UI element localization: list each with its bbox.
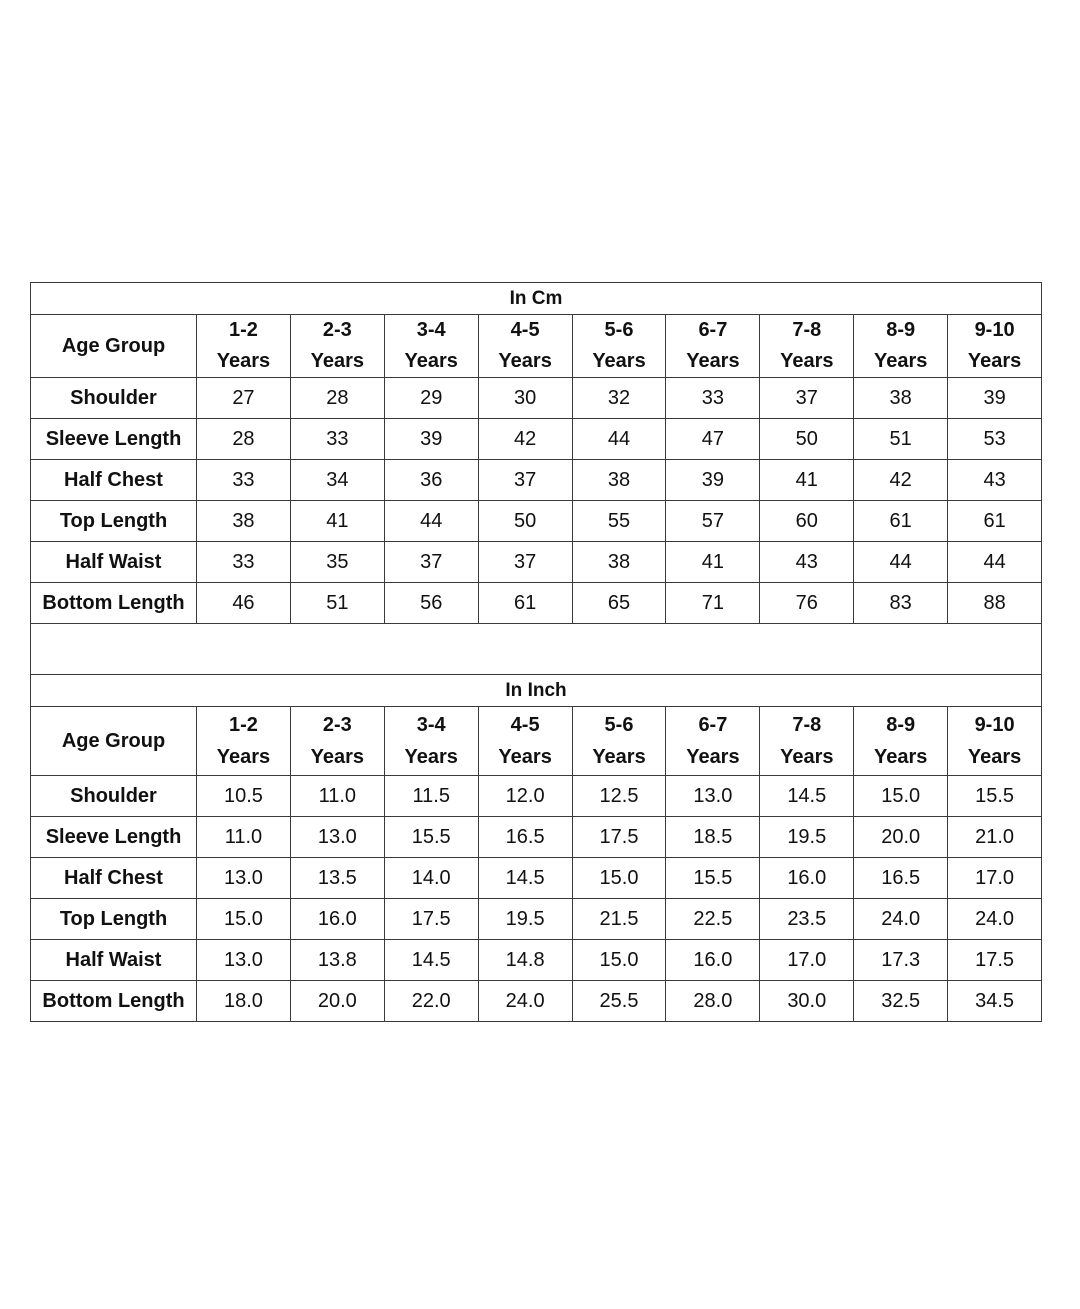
age-unit: Years <box>592 746 646 768</box>
measurement-value: 37 <box>478 460 572 501</box>
age-range: 4-5 <box>510 714 540 736</box>
age-range: 3-4 <box>416 319 446 341</box>
inch-table <box>31 675 1042 1022</box>
age-range: 9-10 <box>974 319 1015 341</box>
measurement-value: 20.0 <box>854 817 948 858</box>
measurement-value: 28 <box>290 378 384 419</box>
table-row <box>31 981 1042 1022</box>
cm-age-header <box>666 315 760 378</box>
age-range: 3-4 <box>416 714 446 736</box>
inch-age-group-header: Age Group <box>31 707 197 776</box>
measurement-value: 33 <box>290 419 384 460</box>
measurement-value: 37 <box>478 542 572 583</box>
cm-age-header <box>478 315 572 378</box>
measurement-value: 15.5 <box>948 776 1042 817</box>
cm-header-row <box>31 315 1042 378</box>
measurement-value: 35 <box>290 542 384 583</box>
measurement-value: 83 <box>854 583 948 624</box>
measurement-value: 39 <box>666 460 760 501</box>
measurement-value: 21.0 <box>948 817 1042 858</box>
measurement-value: 42 <box>478 419 572 460</box>
inch-age-header <box>948 707 1042 776</box>
cm-age-group-header: Age Group <box>31 315 197 378</box>
measurement-value: 51 <box>854 419 948 460</box>
measurement-value: 13.5 <box>290 858 384 899</box>
measurement-value: 34.5 <box>948 981 1042 1022</box>
measurement-value: 29 <box>384 378 478 419</box>
age-unit: Years <box>498 350 552 372</box>
measurement-value: 44 <box>854 542 948 583</box>
age-range: 6-7 <box>698 714 728 736</box>
measurement-value: 32.5 <box>854 981 948 1022</box>
measurement-value: 13.0 <box>290 817 384 858</box>
measurement-value: 47 <box>666 419 760 460</box>
measurement-value: 14.5 <box>478 858 572 899</box>
measurement-value: 53 <box>948 419 1042 460</box>
measurement-value: 38 <box>572 460 666 501</box>
inch-age-header <box>572 707 666 776</box>
cm-table-title: In Cm <box>31 283 1042 315</box>
age-range: 2-3 <box>322 714 352 736</box>
inch-table-title: In Inch <box>31 675 1042 707</box>
table-row <box>31 583 1042 624</box>
table-row <box>31 858 1042 899</box>
measurement-value: 21.5 <box>572 899 666 940</box>
measurement-value: 28.0 <box>666 981 760 1022</box>
measurement-value: 41 <box>290 501 384 542</box>
measurement-label: Top Length <box>31 899 197 940</box>
measurement-value: 44 <box>572 419 666 460</box>
measurement-label: Half Chest <box>31 460 197 501</box>
age-unit: Years <box>873 746 928 768</box>
age-range: 4-5 <box>510 319 540 341</box>
measurement-value: 16.5 <box>854 858 948 899</box>
measurement-value: 38 <box>572 542 666 583</box>
measurement-value: 55 <box>572 501 666 542</box>
measurement-value: 13.0 <box>197 858 291 899</box>
cm-age-header <box>854 315 948 378</box>
measurement-value: 17.0 <box>948 858 1042 899</box>
measurement-value: 43 <box>760 542 854 583</box>
measurement-value: 88 <box>948 583 1042 624</box>
measurement-value: 33 <box>666 378 760 419</box>
measurement-value: 24.0 <box>854 899 948 940</box>
measurement-value: 39 <box>948 378 1042 419</box>
measurement-value: 61 <box>478 583 572 624</box>
measurement-value: 16.0 <box>290 899 384 940</box>
measurement-value: 43 <box>948 460 1042 501</box>
measurement-value: 17.3 <box>854 940 948 981</box>
measurement-value: 15.5 <box>384 817 478 858</box>
cm-age-header <box>760 315 854 378</box>
measurement-value: 11.5 <box>384 776 478 817</box>
measurement-value: 50 <box>760 419 854 460</box>
measurement-value: 38 <box>197 501 291 542</box>
age-range: 7-8 <box>792 714 822 736</box>
age-range: 1-2 <box>228 714 258 736</box>
age-unit: Years <box>404 746 458 768</box>
inch-age-header <box>384 707 478 776</box>
measurement-value: 19.5 <box>478 899 572 940</box>
measurement-value: 41 <box>666 542 760 583</box>
table-gap <box>31 624 1042 675</box>
measurement-value: 10.5 <box>197 776 291 817</box>
table-row <box>31 940 1042 981</box>
age-range: 9-10 <box>974 714 1015 736</box>
table-row <box>31 817 1042 858</box>
measurement-value: 14.8 <box>478 940 572 981</box>
measurement-value: 17.5 <box>572 817 666 858</box>
measurement-value: 60 <box>760 501 854 542</box>
cm-age-header <box>197 315 291 378</box>
inch-age-header <box>854 707 948 776</box>
measurement-value: 13.0 <box>666 776 760 817</box>
measurement-value: 34 <box>290 460 384 501</box>
measurement-value: 16.5 <box>478 817 572 858</box>
measurement-value: 36 <box>384 460 478 501</box>
measurement-value: 16.0 <box>760 858 854 899</box>
age-unit: Years <box>592 350 646 372</box>
measurement-value: 51 <box>290 583 384 624</box>
age-unit: Years <box>967 350 1022 372</box>
cm-age-header <box>948 315 1042 378</box>
measurement-label: Shoulder <box>31 776 197 817</box>
size-chart <box>30 282 1042 1022</box>
inch-header-row <box>31 707 1042 776</box>
cm-age-header <box>384 315 478 378</box>
measurement-value: 61 <box>854 501 948 542</box>
measurement-value: 76 <box>760 583 854 624</box>
measurement-value: 11.0 <box>197 817 291 858</box>
inch-age-header <box>290 707 384 776</box>
age-unit: Years <box>310 746 365 768</box>
age-range: 7-8 <box>792 319 822 341</box>
cm-age-header <box>290 315 384 378</box>
measurement-value: 37 <box>384 542 478 583</box>
table-row <box>31 419 1042 460</box>
measurement-value: 15.5 <box>666 858 760 899</box>
measurement-value: 15.0 <box>197 899 291 940</box>
measurement-value: 18.0 <box>197 981 291 1022</box>
measurement-value: 57 <box>666 501 760 542</box>
measurement-value: 13.8 <box>290 940 384 981</box>
measurement-value: 17.5 <box>948 940 1042 981</box>
measurement-value: 22.0 <box>384 981 478 1022</box>
measurement-value: 18.5 <box>666 817 760 858</box>
measurement-value: 44 <box>948 542 1042 583</box>
inch-age-header <box>760 707 854 776</box>
measurement-value: 25.5 <box>572 981 666 1022</box>
measurement-value: 37 <box>760 378 854 419</box>
measurement-value: 19.5 <box>760 817 854 858</box>
table-row <box>31 378 1042 419</box>
measurement-value: 14.5 <box>760 776 854 817</box>
measurement-label: Bottom Length <box>31 583 197 624</box>
measurement-value: 14.5 <box>384 940 478 981</box>
measurement-value: 71 <box>666 583 760 624</box>
inch-age-header <box>478 707 572 776</box>
age-unit: Years <box>686 350 740 372</box>
age-range: 2-3 <box>322 319 352 341</box>
measurement-value: 14.0 <box>384 858 478 899</box>
measurement-value: 15.0 <box>854 776 948 817</box>
measurement-value: 42 <box>854 460 948 501</box>
cm-age-header <box>572 315 666 378</box>
measurement-value: 15.0 <box>572 858 666 899</box>
table-row <box>31 776 1042 817</box>
measurement-value: 17.5 <box>384 899 478 940</box>
measurement-label: Sleeve Length <box>31 817 197 858</box>
age-unit: Years <box>216 350 271 372</box>
measurement-value: 24.0 <box>478 981 572 1022</box>
measurement-value: 16.0 <box>666 940 760 981</box>
measurement-value: 46 <box>197 583 291 624</box>
cm-table <box>31 283 1042 624</box>
age-unit: Years <box>967 746 1022 768</box>
measurement-value: 13.0 <box>197 940 291 981</box>
age-unit: Years <box>498 746 552 768</box>
measurement-value: 39 <box>384 419 478 460</box>
measurement-value: 23.5 <box>760 899 854 940</box>
measurement-value: 15.0 <box>572 940 666 981</box>
measurement-value: 50 <box>478 501 572 542</box>
measurement-value: 56 <box>384 583 478 624</box>
age-range: 5-6 <box>604 319 634 341</box>
measurement-value: 33 <box>197 542 291 583</box>
table-row <box>31 460 1042 501</box>
measurement-label: Bottom Length <box>31 981 197 1022</box>
measurement-value: 38 <box>854 378 948 419</box>
age-range: 1-2 <box>228 319 258 341</box>
measurement-label: Half Chest <box>31 858 197 899</box>
age-range: 8-9 <box>886 714 916 736</box>
measurement-value: 44 <box>384 501 478 542</box>
age-unit: Years <box>310 350 365 372</box>
measurement-value: 32 <box>572 378 666 419</box>
age-unit: Years <box>686 746 740 768</box>
measurement-value: 11.0 <box>290 776 384 817</box>
age-unit: Years <box>780 746 834 768</box>
measurement-value: 28 <box>197 419 291 460</box>
age-unit: Years <box>873 350 928 372</box>
measurement-label: Half Waist <box>31 542 197 583</box>
table-row <box>31 542 1042 583</box>
measurement-value: 24.0 <box>948 899 1042 940</box>
measurement-value: 65 <box>572 583 666 624</box>
measurement-value: 30 <box>478 378 572 419</box>
age-unit: Years <box>780 350 834 372</box>
age-unit: Years <box>404 350 458 372</box>
measurement-value: 17.0 <box>760 940 854 981</box>
table-row <box>31 899 1042 940</box>
measurement-value: 20.0 <box>290 981 384 1022</box>
age-unit: Years <box>216 746 271 768</box>
age-range: 6-7 <box>698 319 728 341</box>
measurement-value: 33 <box>197 460 291 501</box>
measurement-value: 27 <box>197 378 291 419</box>
age-range: 5-6 <box>604 714 634 736</box>
measurement-value: 41 <box>760 460 854 501</box>
age-range: 8-9 <box>886 319 916 341</box>
measurement-value: 12.5 <box>572 776 666 817</box>
table-row <box>31 501 1042 542</box>
measurement-label: Half Waist <box>31 940 197 981</box>
inch-age-header <box>666 707 760 776</box>
measurement-value: 12.0 <box>478 776 572 817</box>
measurement-label: Shoulder <box>31 378 197 419</box>
measurement-value: 61 <box>948 501 1042 542</box>
measurement-value: 22.5 <box>666 899 760 940</box>
measurement-label: Sleeve Length <box>31 419 197 460</box>
inch-age-header <box>197 707 291 776</box>
measurement-value: 30.0 <box>760 981 854 1022</box>
measurement-label: Top Length <box>31 501 197 542</box>
gap-cell <box>31 624 1042 675</box>
